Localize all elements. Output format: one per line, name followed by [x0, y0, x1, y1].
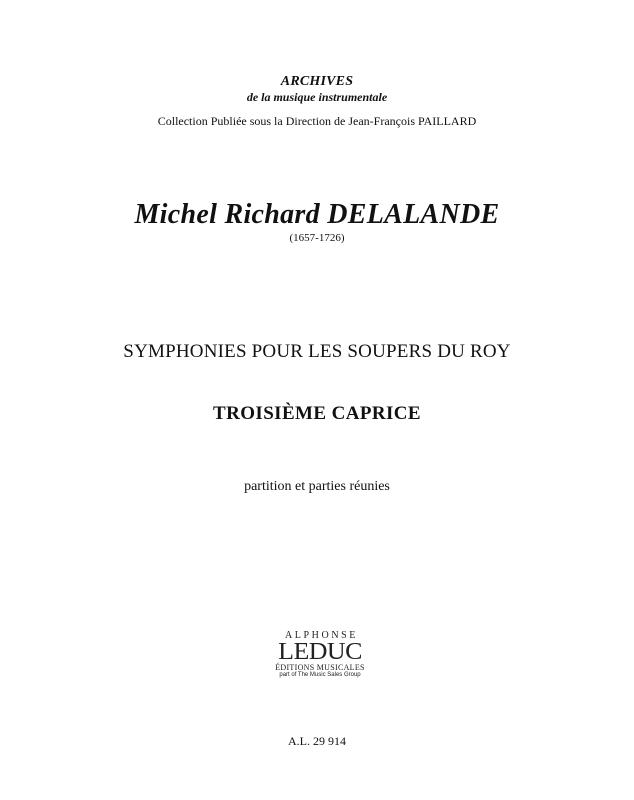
piece-title: TROISIÈME CAPRICE	[213, 403, 421, 424]
publisher-logo-main: LEDUC	[278, 639, 362, 665]
series-title: ARCHIVES	[280, 74, 354, 89]
edition-format: partition et parties réunies	[244, 479, 390, 494]
publisher-logo	[274, 631, 366, 683]
publisher-logo-top: ALPHONSE	[284, 630, 359, 641]
collection-credit: Collection Publiée sous la Direction de Jean-François PAILLARD	[157, 114, 477, 128]
work-title: SYMPHONIES POUR LES SOUPERS DU ROY	[123, 341, 511, 362]
catalog-number: A.L. 29 914	[288, 734, 346, 748]
series-subtitle: de la musique instrumentale	[246, 90, 388, 104]
publisher-logo-tagline: part of The Music Sales Group	[279, 672, 361, 678]
publisher-logo-sub: ÉDITIONS MUSICALES	[275, 663, 365, 672]
composer-dates: (1657-1726)	[289, 232, 345, 244]
composer-name: Michel Richard DELALANDE	[134, 199, 500, 230]
